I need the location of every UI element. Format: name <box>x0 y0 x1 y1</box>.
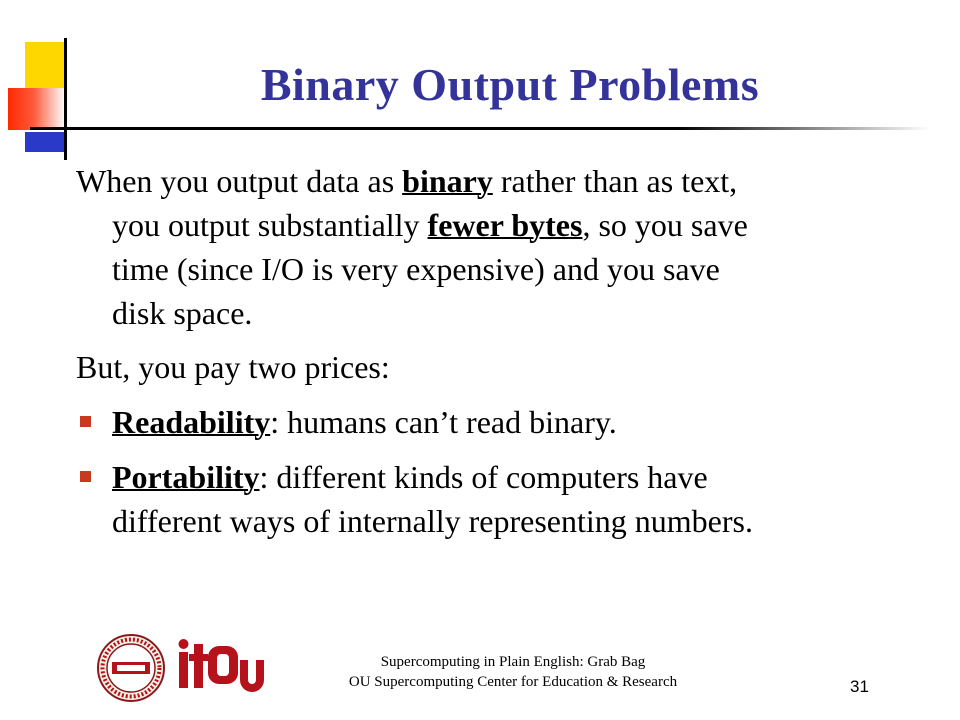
bullet-term: Readability <box>112 404 271 440</box>
bullet-item-readability <box>76 400 896 444</box>
it-logo-icon <box>179 639 209 688</box>
square-bullet-icon <box>80 471 91 482</box>
emph-binary: binary <box>402 163 493 199</box>
footer-line-1: Supercomputing in Plain English: Grab Bag <box>380 654 646 670</box>
emph-fewer-bytes: fewer bytes <box>427 207 583 243</box>
bullet-text: Portability: different kinds of computers have different ways of internally representing numbers. <box>112 459 753 539</box>
decor-red-square <box>8 88 65 130</box>
p1-line-4: disk space. <box>112 295 253 331</box>
square-bullet-icon <box>80 416 91 427</box>
oscer-seal-icon <box>98 635 164 701</box>
footer-line-2: OU Supercomputing Center for Education & Research <box>348 674 678 690</box>
bullet-item-portability <box>76 455 896 543</box>
bullet-term: Portability <box>112 459 260 495</box>
decor-blue-square <box>25 132 65 152</box>
page-number: 31 <box>850 677 869 696</box>
p1-line-2: you output substantially fewer bytes, so you save <box>112 207 748 243</box>
body-paragraph-1 <box>76 159 876 335</box>
p1-line-1: When you output data as binary rather than as text, <box>76 163 738 199</box>
bullet-text: Readability: humans can’t read binary. <box>112 404 617 440</box>
title-underline-rule <box>30 127 930 130</box>
slide-title: Binary Output Problems <box>260 59 760 110</box>
p1-line-3: time (since I/O is very expensive) and you save <box>112 251 720 287</box>
decor-vertical-rule <box>64 38 67 160</box>
footer-caption <box>318 652 708 692</box>
decor-yellow-square <box>25 42 65 90</box>
body-paragraph-2: But, you pay two prices: <box>76 349 390 385</box>
ou-logo-icon <box>208 646 264 692</box>
oscer-it-ou-logo-icon <box>95 632 267 704</box>
